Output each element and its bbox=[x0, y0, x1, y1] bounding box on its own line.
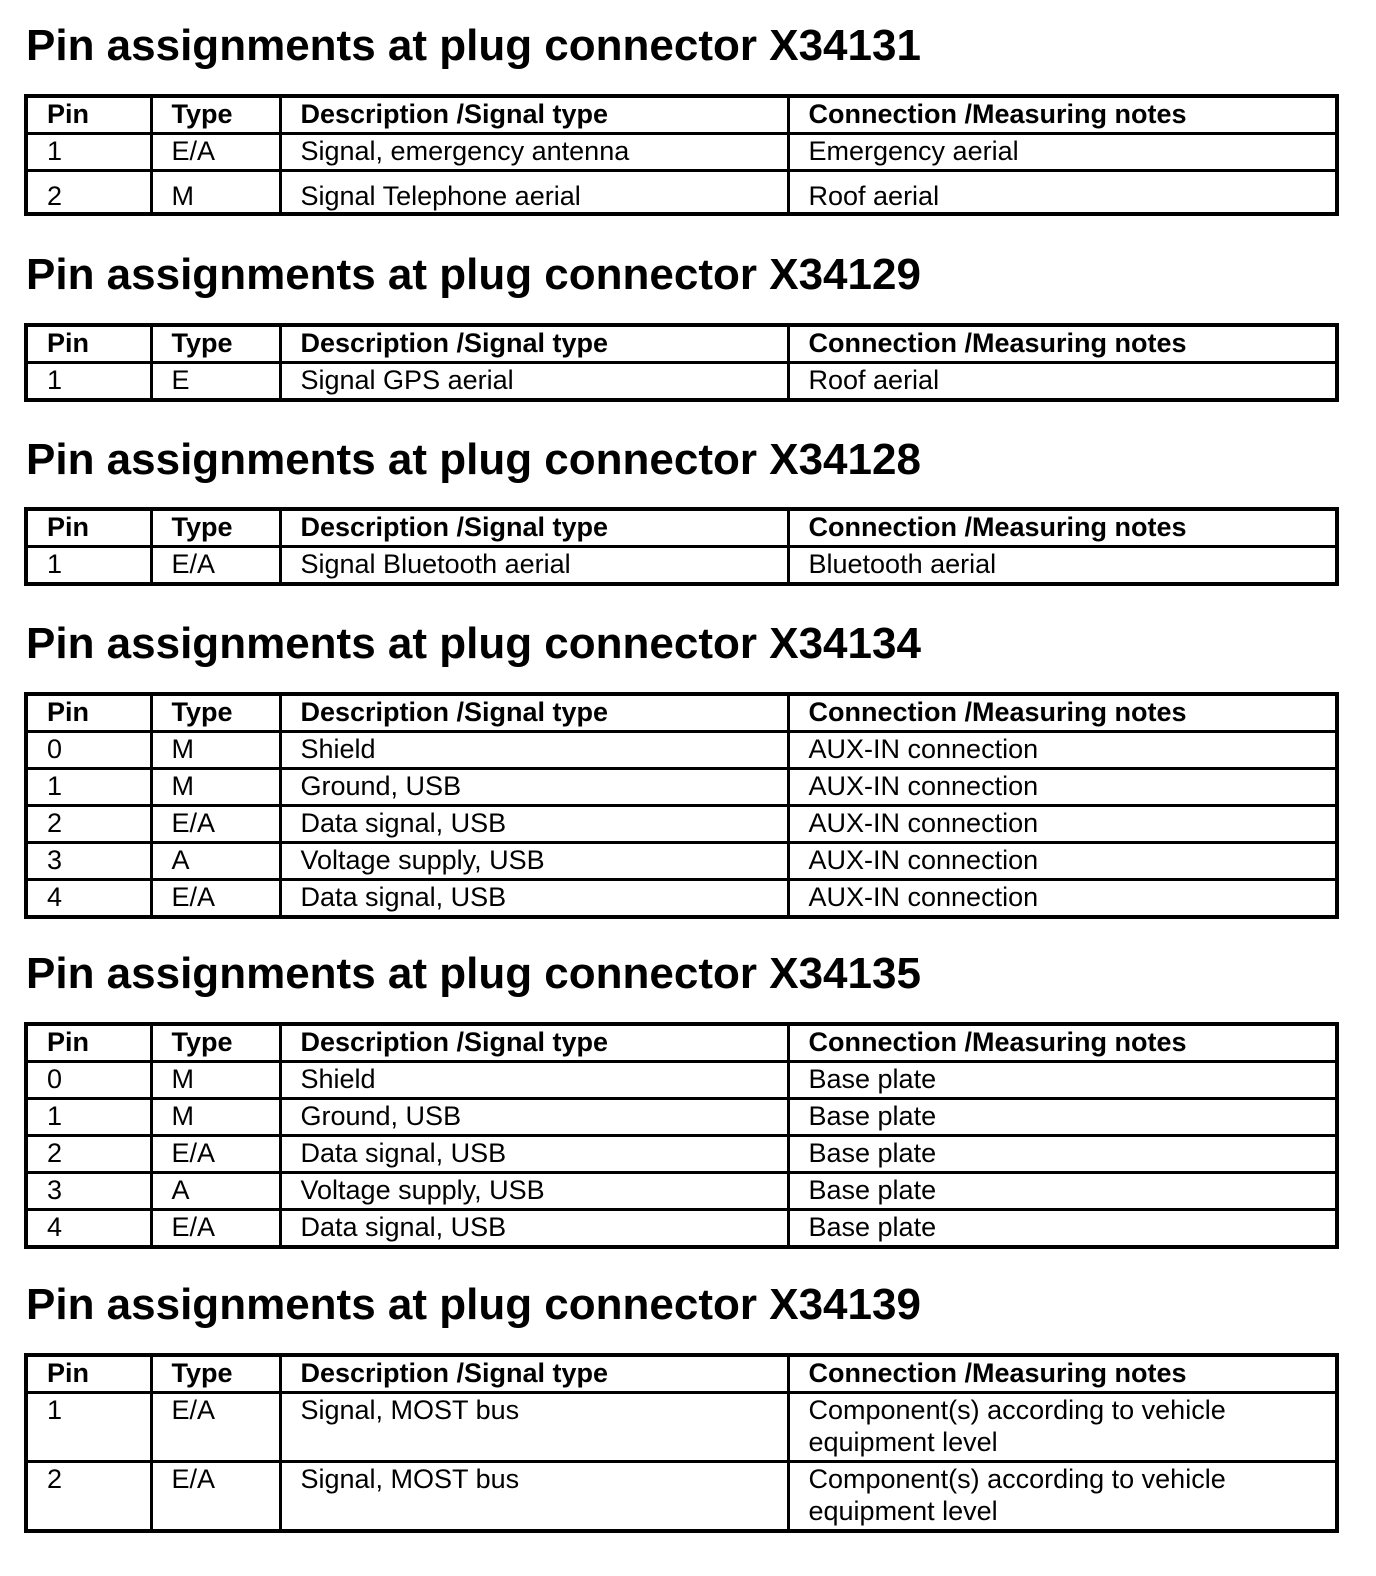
table-header-row bbox=[26, 325, 1337, 363]
table-header-row bbox=[26, 694, 1337, 732]
pin-cell: 0 bbox=[26, 732, 151, 769]
section-title: Pin assignments at plug connector X34131 bbox=[26, 21, 921, 70]
connection-cell: AUX-IN connection bbox=[788, 769, 1337, 806]
description-cell: Signal Bluetooth aerial bbox=[280, 547, 788, 585]
column-header-connection: Connection /Measuring notes bbox=[788, 1355, 1337, 1393]
table-row bbox=[26, 769, 1337, 806]
description-cell: Voltage supply, USB bbox=[280, 843, 788, 880]
pin-cell: 4 bbox=[26, 1210, 151, 1248]
table-row bbox=[26, 1099, 1337, 1136]
pin-table bbox=[24, 1353, 1339, 1533]
table-header-row bbox=[26, 1024, 1337, 1062]
description-cell: Ground, USB bbox=[280, 769, 788, 806]
table-row bbox=[26, 1136, 1337, 1173]
column-header-description: Description /Signal type bbox=[280, 1024, 788, 1062]
connection-cell: Base plate bbox=[788, 1173, 1337, 1210]
column-header-pin: Pin bbox=[26, 1024, 151, 1062]
type-cell: E/A bbox=[151, 547, 280, 585]
description-cell: Signal GPS aerial bbox=[280, 363, 788, 401]
pin-cell: 1 bbox=[26, 363, 151, 401]
description-cell: Signal Telephone aerial bbox=[280, 171, 788, 215]
description-cell: Signal, MOST bus bbox=[280, 1462, 788, 1532]
type-cell: E bbox=[151, 363, 280, 401]
pin-cell: 2 bbox=[26, 1136, 151, 1173]
table-row bbox=[26, 134, 1337, 171]
type-cell: E/A bbox=[151, 880, 280, 918]
column-header-description: Description /Signal type bbox=[280, 694, 788, 732]
pin-cell: 3 bbox=[26, 843, 151, 880]
description-cell: Data signal, USB bbox=[280, 1210, 788, 1248]
type-cell: E/A bbox=[151, 1136, 280, 1173]
pin-cell: 1 bbox=[26, 1393, 151, 1462]
description-cell: Data signal, USB bbox=[280, 1136, 788, 1173]
table-row bbox=[26, 547, 1337, 585]
pin-cell: 4 bbox=[26, 880, 151, 918]
connection-cell: Emergency aerial bbox=[788, 134, 1337, 171]
type-cell: E/A bbox=[151, 134, 280, 171]
column-header-type: Type bbox=[151, 1355, 280, 1393]
section-title: Pin assignments at plug connector X34129 bbox=[26, 250, 921, 299]
pin-table bbox=[24, 1022, 1339, 1249]
section-title: Pin assignments at plug connector X34135 bbox=[26, 949, 921, 998]
column-header-pin: Pin bbox=[26, 96, 151, 134]
column-header-description: Description /Signal type bbox=[280, 509, 788, 547]
type-cell: E/A bbox=[151, 1210, 280, 1248]
description-cell: Voltage supply, USB bbox=[280, 1173, 788, 1210]
connection-cell: Base plate bbox=[788, 1062, 1337, 1099]
table-row bbox=[26, 880, 1337, 918]
connection-cell: AUX-IN connection bbox=[788, 843, 1337, 880]
table-header-row bbox=[26, 509, 1337, 547]
column-header-type: Type bbox=[151, 325, 280, 363]
type-cell: E/A bbox=[151, 806, 280, 843]
table-row bbox=[26, 171, 1337, 215]
pin-table bbox=[24, 507, 1339, 586]
pin-cell: 2 bbox=[26, 1462, 151, 1532]
column-header-description: Description /Signal type bbox=[280, 96, 788, 134]
section-title: Pin assignments at plug connector X34139 bbox=[26, 1280, 921, 1329]
section-title: Pin assignments at plug connector X34128 bbox=[26, 435, 921, 484]
connection-cell: AUX-IN connection bbox=[788, 880, 1337, 918]
table-row bbox=[26, 1210, 1337, 1248]
connection-cell: Roof aerial bbox=[788, 363, 1337, 401]
connection-cell: Base plate bbox=[788, 1210, 1337, 1248]
table-header-row bbox=[26, 1355, 1337, 1393]
connection-cell: AUX-IN connection bbox=[788, 732, 1337, 769]
connection-cell: Roof aerial bbox=[788, 171, 1337, 215]
column-header-type: Type bbox=[151, 1024, 280, 1062]
connection-cell: Base plate bbox=[788, 1136, 1337, 1173]
column-header-pin: Pin bbox=[26, 1355, 151, 1393]
table-row bbox=[26, 1062, 1337, 1099]
column-header-description: Description /Signal type bbox=[280, 325, 788, 363]
description-cell: Signal, emergency antenna bbox=[280, 134, 788, 171]
type-cell: M bbox=[151, 171, 280, 215]
pin-cell: 2 bbox=[26, 171, 151, 215]
column-header-connection: Connection /Measuring notes bbox=[788, 694, 1337, 732]
description-cell: Data signal, USB bbox=[280, 806, 788, 843]
table-row bbox=[26, 732, 1337, 769]
pin-cell: 3 bbox=[26, 1173, 151, 1210]
description-cell: Ground, USB bbox=[280, 1099, 788, 1136]
column-header-pin: Pin bbox=[26, 694, 151, 732]
connection-cell: Bluetooth aerial bbox=[788, 547, 1337, 585]
column-header-type: Type bbox=[151, 694, 280, 732]
type-cell: E/A bbox=[151, 1462, 280, 1532]
column-header-pin: Pin bbox=[26, 509, 151, 547]
type-cell: A bbox=[151, 1173, 280, 1210]
connection-cell: AUX-IN connection bbox=[788, 806, 1337, 843]
description-cell: Data signal, USB bbox=[280, 880, 788, 918]
column-header-type: Type bbox=[151, 509, 280, 547]
type-cell: M bbox=[151, 1099, 280, 1136]
column-header-pin: Pin bbox=[26, 325, 151, 363]
table-row bbox=[26, 1173, 1337, 1210]
type-cell: M bbox=[151, 769, 280, 806]
table-header-row bbox=[26, 96, 1337, 134]
pin-cell: 2 bbox=[26, 806, 151, 843]
pin-cell: 1 bbox=[26, 769, 151, 806]
description-cell: Shield bbox=[280, 1062, 788, 1099]
column-header-description: Description /Signal type bbox=[280, 1355, 788, 1393]
column-header-connection: Connection /Measuring notes bbox=[788, 1024, 1337, 1062]
description-cell: Shield bbox=[280, 732, 788, 769]
column-header-connection: Connection /Measuring notes bbox=[788, 325, 1337, 363]
pin-cell: 0 bbox=[26, 1062, 151, 1099]
column-header-connection: Connection /Measuring notes bbox=[788, 96, 1337, 134]
pin-cell: 1 bbox=[26, 1099, 151, 1136]
table-row bbox=[26, 1393, 1337, 1462]
table-row bbox=[26, 806, 1337, 843]
pin-table bbox=[24, 94, 1339, 216]
type-cell: M bbox=[151, 732, 280, 769]
section-title: Pin assignments at plug connector X34134 bbox=[26, 619, 921, 668]
column-header-type: Type bbox=[151, 96, 280, 134]
connection-cell: Base plate bbox=[788, 1099, 1337, 1136]
type-cell: E/A bbox=[151, 1393, 280, 1462]
pin-table bbox=[24, 323, 1339, 402]
table-row bbox=[26, 843, 1337, 880]
connection-cell: Component(s) according to vehicle equipment level bbox=[788, 1393, 1337, 1462]
pin-cell: 1 bbox=[26, 134, 151, 171]
pin-cell: 1 bbox=[26, 547, 151, 585]
description-cell: Signal, MOST bus bbox=[280, 1393, 788, 1462]
table-row bbox=[26, 1462, 1337, 1532]
table-row bbox=[26, 363, 1337, 401]
type-cell: A bbox=[151, 843, 280, 880]
type-cell: M bbox=[151, 1062, 280, 1099]
connection-cell: Component(s) according to vehicle equipment level bbox=[788, 1462, 1337, 1532]
column-header-connection: Connection /Measuring notes bbox=[788, 509, 1337, 547]
pin-table bbox=[24, 692, 1339, 919]
